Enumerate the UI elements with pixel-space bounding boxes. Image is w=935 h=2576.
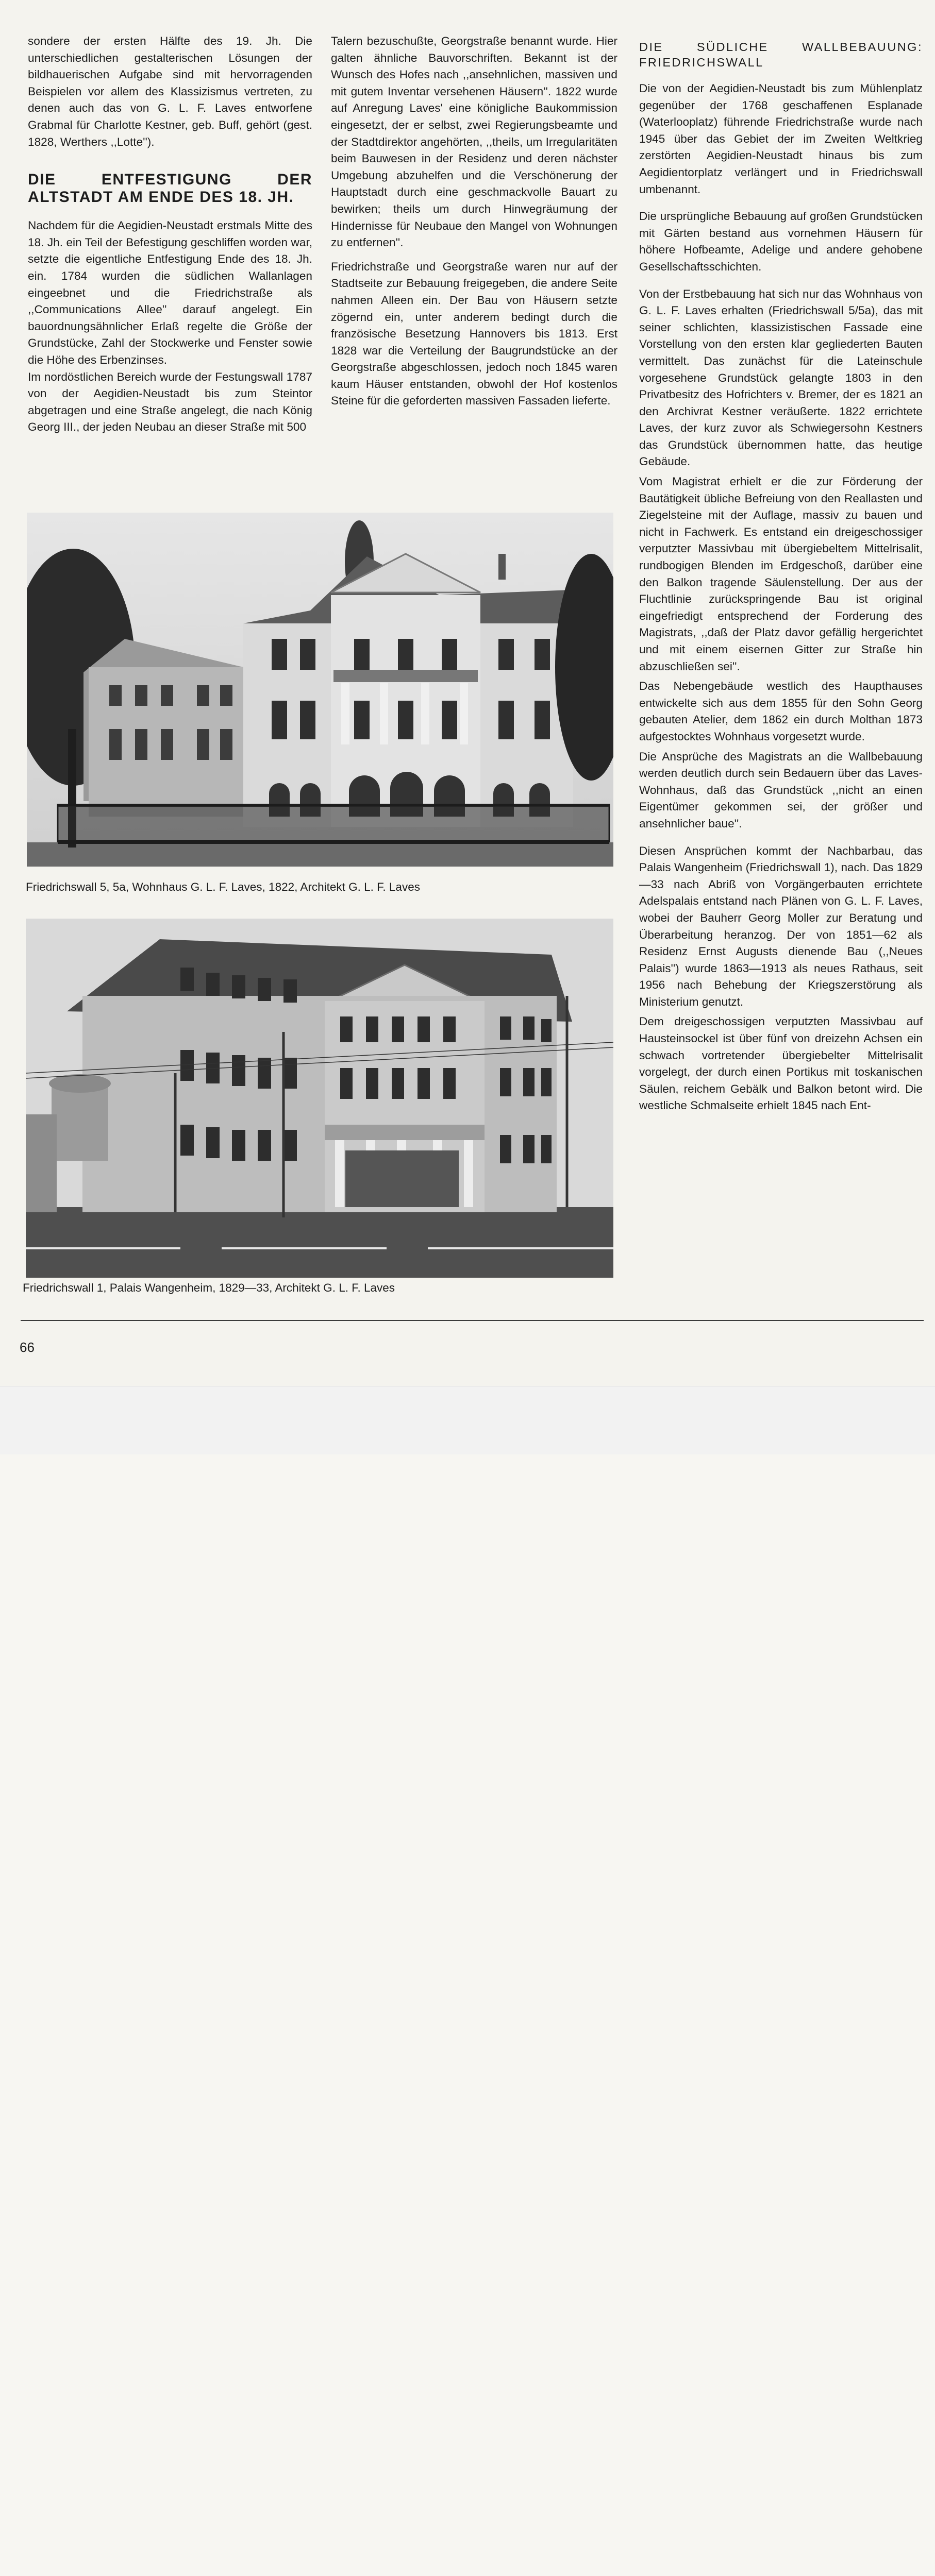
paragraph: Im nordöstlichen Bereich wurde der Festungswall 1787 von der Aegidien-Neustadt bis zum Steintor abgetragen und eine Straße angelegt, die nach König Georg III., der jeden Neubau an dieser Straße mit 500 <box>28 370 312 434</box>
text-column-1 <box>28 33 312 436</box>
text-column-3 <box>639 39 923 1117</box>
paragraph: Das Nebengebäude westlich des Haupthauses entwickelte sich aus dem 1855 für den Sohn Georg gebauten Atelier, dem 1862 ein durch Molthan 1873 aufgestocktes Wohnhaus vorgesetzt wurde. <box>639 680 923 743</box>
paragraph: Nachdem für die Aegidien-Neustadt erstmals Mitte des 18. Jh. ein Teil der Befestigung geschliffen worden war, setzte die eigentliche Entfestigung Ende des 18. Jh. ein. 1784 wurden die südlichen Wallanlagen eingeebnet und die Friedrichstraße als ,,Communications Allee'' darauf angelegt. Ein bauordnungsähnlicher Erlaß regelte die Größe der Grundstücke, Zahl der Stockwerke und Fenster sowie die Höhe des Erbenzinses. <box>28 219 312 366</box>
photo-laves-house <box>27 513 613 867</box>
paragraph: Von der Erstbebauung hat sich nur das Wohnhaus von G. L. F. Laves erhalten (Friedrichswall 5/5a), das mit seiner schlichten, klassizistischen Fassade eine Vorstellung von den ersten klar gegliederten Bauten vermittelt. Das zunächst für die Lateinschule vorgesehene Grundstück gelangte 1803 in den Privatbesitz des Hofrichters v. Bremer, der es 1821 an den Archivrat Kestner veräußerte. 1822 errichtete Laves, der kurz zuvor als Schwiegersohn Kestners das Grundstück übernommen hatte, das heutige Gebäude. <box>639 287 923 468</box>
section-heading: DIE SÜDLICHE WALLBEBAUUNG: FRIEDRICHSWALL <box>639 40 923 69</box>
paragraph: Talern bezuschußte, Georgstraße benannt wurde. Hier galten ähnliche Bauvorschriften. Bekannt ist der Wunsch des Hofes nach ,,ansehnlichen, massiven und mit gutem Inventar versehenen Häusern''. 1822 wurde auf Anregung Laves' eine königliche Baukommission eingesetzt, der er selbst, zwei Regierungsbeamte und der Stadtdirektor angehörten, ,,theils, um Irregularitäten beim Bauwesen in der Residenz und deren nächster Umgebung abzuhelfen und die Verschönerung der Hauptstadt durch eine geschmackvolle Bauart zu bewirken; theils um durch Hinwegräumung der Hindernisse für Neubaue den Mangel von Wohnungen zu entfernen''. <box>331 35 617 249</box>
photo-palais-wangenheim <box>26 919 613 1278</box>
viewer-footer <box>0 1386 935 1454</box>
footer-rule <box>21 1320 924 1321</box>
paragraph: Diesen Ansprüchen kommt der Nachbarbau, das Palais Wangenheim (Friedrichswall 1), nach. Das 1829—33 nach Abriß von Vorgängerbauten errichtete Adelspalais entstand nach Plänen von G. L. F. Laves, wobei der Bauherr Georg Moller zur Beratung und Überarbeitung heranzog. Der von 1851—62 als Residenz Ernst Augusts dienende Bau (,,Neues Palais'') wurde 1863—1913 als neues Rathaus, seit 1956 nach Behebung der Kriegszerstörung als Ministerium genutzt. <box>639 844 923 1008</box>
paragraph: Die ursprüngliche Bebauung auf großen Grundstücken mit Gärten bestand aus vornehmen Häusern für höhere Hofbeamte, Adelige und andere gehobene Gesellschaftsschichten. <box>639 210 923 273</box>
paragraph: Die Ansprüche des Magistrats an die Wallbebauung werden deutlich durch sein Bedauern über das Laves-Wohnhaus, daß das Grundstück ,,nicht an einen Eigentümer gekommen sei, der größer und ansehnlicher baue''. <box>639 750 923 830</box>
text-column-2 <box>331 33 617 410</box>
paragraph: sondere der ersten Hälfte des 19. Jh. Die unterschiedlichen gestalterischen Lösungen der bildhauerischen Aufgabe sind mit hervorragenden Beispielen vor allem des Klassizismus vertreten, zu denen auch das von G. L. F. Laves entworfene Grabmal für Charlotte Kestner, geb. Buff, gehört (gest. 1828, Werthers ,,Lotte''). <box>28 35 312 148</box>
page-number: 66 <box>20 1340 35 1355</box>
paragraph: Friedrichstraße und Georgstraße waren nur auf der Stadtseite zur Bebauung freigegeben, die andere Seite nahmen Alleen ein. Der Bau von Häusern setzte zögernd ein, unter anderem bedingt durch die französische Besetzung Hannovers bis 1813. Erst 1828 war die Verteilung der Baugrundstücke an der Georgstraße abgeschlossen, jedoch noch 1845 waren kaum Häuser entstanden, obwohl der Hof kostenlos Steine für die geforderten massiven Fassaden lieferte. <box>331 260 617 408</box>
section-heading: DIE ENTFESTIGUNG DER ALTSTADT AM ENDE DES 18. JH. <box>28 171 312 206</box>
photo-caption: Friedrichswall 1, Palais Wangenheim, 1829—33, Architekt G. L. F. Laves <box>23 1281 395 1294</box>
paragraph: Vom Magistrat erhielt er die zur Förderung der Bautätigkeit übliche Befreiung von den Reallasten und Ziegelsteine mit der Auflage, massiv zu bauen und nicht in Fachwerk. Es entstand ein dreigeschossiger verputzter Massivbau mit übergiebeltem Mittelrisalit, rundbogigen Blenden im Erdgeschoß, darüber eine den Balkon tragende Säulenstellung. Der aus der Fluchtlinie zurückspringende Bau ist original eingefriedigt entsprechend der Forderung des Magistrats, ,,daß der Platz davor gefällig hergerichtet und mit einem eisernen Gitter zur Straße hin abzuschließen sei''. <box>639 475 923 673</box>
paragraph: Dem dreigeschossigen verputzten Massivbau auf Hausteinsockel ist über fünf von dreizehn Achsen ein schwach vortretender übergiebelter Mittelrisalit vorgelegt, der durch einen Portikus mit toskanischen Säulen, reichem Gebälk und Balkon betont wird. Die westliche Schmalseite erhielt 1845 nach Ent- <box>639 1015 923 1112</box>
photo-caption: Friedrichswall 5, 5a, Wohnhaus G. L. F. Laves, 1822, Architekt G. L. F. Laves <box>26 880 420 893</box>
paragraph: Die von der Aegidien-Neustadt bis zum Mühlenplatz gegenüber der 1768 geschaffenen Esplanade (Waterlooplatz) führende Friedrichstraße wurde nach 1945 über das Gebiet der im Zweiten Weltkrieg zerstörten Aegidien-Neustadt hinaus bis zum Aegidientorplatz verlängert und in Friedrichswall umbenannt. <box>639 82 923 196</box>
